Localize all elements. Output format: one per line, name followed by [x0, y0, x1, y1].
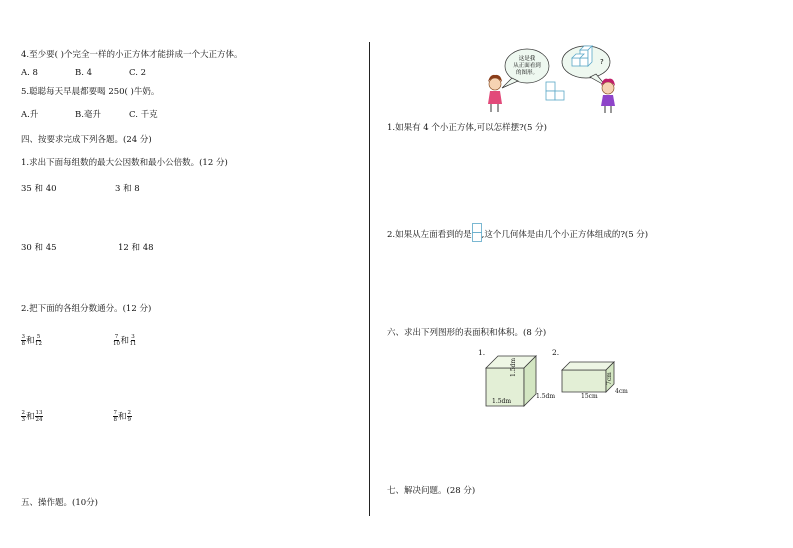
bubble-text-line-1: 这是我 [518, 56, 536, 62]
fraction-pair-2 [113, 334, 137, 347]
girl-icon [488, 75, 502, 112]
fraction: $\frac{3}{11}$ [129, 334, 137, 347]
front-view-cubes [546, 82, 564, 100]
number-pair-1: 35 和 40 [21, 184, 57, 194]
cuboid-height-label: 7cm [606, 372, 613, 385]
bubble-text-line-2: 从正面看到 [513, 63, 541, 69]
speech-bubble-right [562, 46, 610, 86]
number-pair-4: 12 和 48 [118, 243, 154, 253]
bubble-text-line-3: 的图形。 [515, 70, 539, 76]
q2-text-before: 2.如果从左面看到的是 [387, 230, 472, 240]
fraction: $\frac{5}{12}$ [35, 334, 43, 347]
cube-depth-label: 1.5dm [536, 393, 556, 400]
fraction-pair-3 [21, 410, 43, 423]
figure-1-number: 1. [478, 348, 486, 357]
number-pair-3: 30 和 45 [21, 243, 57, 253]
number-pair-2: 3 和 8 [115, 184, 140, 194]
section-4-heading: 四、按要求完成下列各题。(24 分) [21, 135, 152, 145]
fraction: $\frac{3}{8}$ [21, 334, 25, 347]
and-label: 和 [118, 412, 127, 422]
fraction-pair-1 [21, 334, 42, 347]
cuboid-length-label: 15cm [581, 393, 598, 400]
kids-cube-views-illustration [482, 44, 622, 116]
q5-option-a: A.升 [21, 110, 39, 120]
question-5: 5.聪聪每天早晨都要喝 250( )牛奶。 [21, 87, 160, 97]
cuboid-depth-label: 4cm [615, 388, 628, 395]
q4-option-a: A. 8 [21, 68, 38, 78]
figure-2-number: 2. [552, 348, 560, 357]
q5-option-c: C. 千克 [129, 110, 158, 120]
fraction: $\frac{13}{24}$ [35, 410, 43, 423]
fraction-pair-4 [113, 410, 132, 423]
question-4: 4.至少要( )个完全一样的小正方体才能拼成一个大正方体。 [21, 50, 243, 60]
and-label: 和 [26, 336, 35, 346]
q4-option-c: C. 2 [129, 68, 147, 78]
fraction: $\frac{2}{3}$ [21, 410, 25, 423]
and-label: 和 [120, 336, 130, 346]
question-5-1: 1.如果有 4 个小正方体,可以怎样摆?(5 分) [387, 123, 547, 133]
column-divider [369, 42, 370, 516]
section-5-heading: 五、操作题。(10分) [21, 498, 98, 508]
question-mark: ? [600, 58, 604, 66]
q4-option-b: B. 4 [75, 68, 93, 78]
fraction: $\frac{7}{10}$ [113, 334, 120, 347]
cube-width-label: 1.5dm [492, 398, 512, 405]
section-6-heading: 六、求出下列图形的表面积和体积。(8 分) [387, 328, 547, 338]
section-7-heading: 七、解决问题。(28 分) [387, 486, 476, 496]
and-label: 和 [26, 412, 35, 422]
q2-text-after: ,这个几何体是由几个小正方体组成的?(5 分) [481, 230, 649, 240]
fraction: $\frac{2}{9}$ [127, 410, 132, 423]
question-5-2 [387, 223, 648, 243]
q5-option-b: B.毫升 [75, 110, 101, 120]
fraction: $\frac{7}{8}$ [113, 410, 117, 423]
cube-height-label: 1.5dm [510, 357, 517, 377]
speech-bubble-left [502, 49, 549, 88]
question-4-2: 2.把下面的各组分数通分。(12 分) [21, 304, 152, 314]
question-4-1: 1.求出下面每组数的最大公因数和最小公倍数。(12 分) [21, 158, 228, 168]
left-view-cubes [472, 223, 482, 243]
